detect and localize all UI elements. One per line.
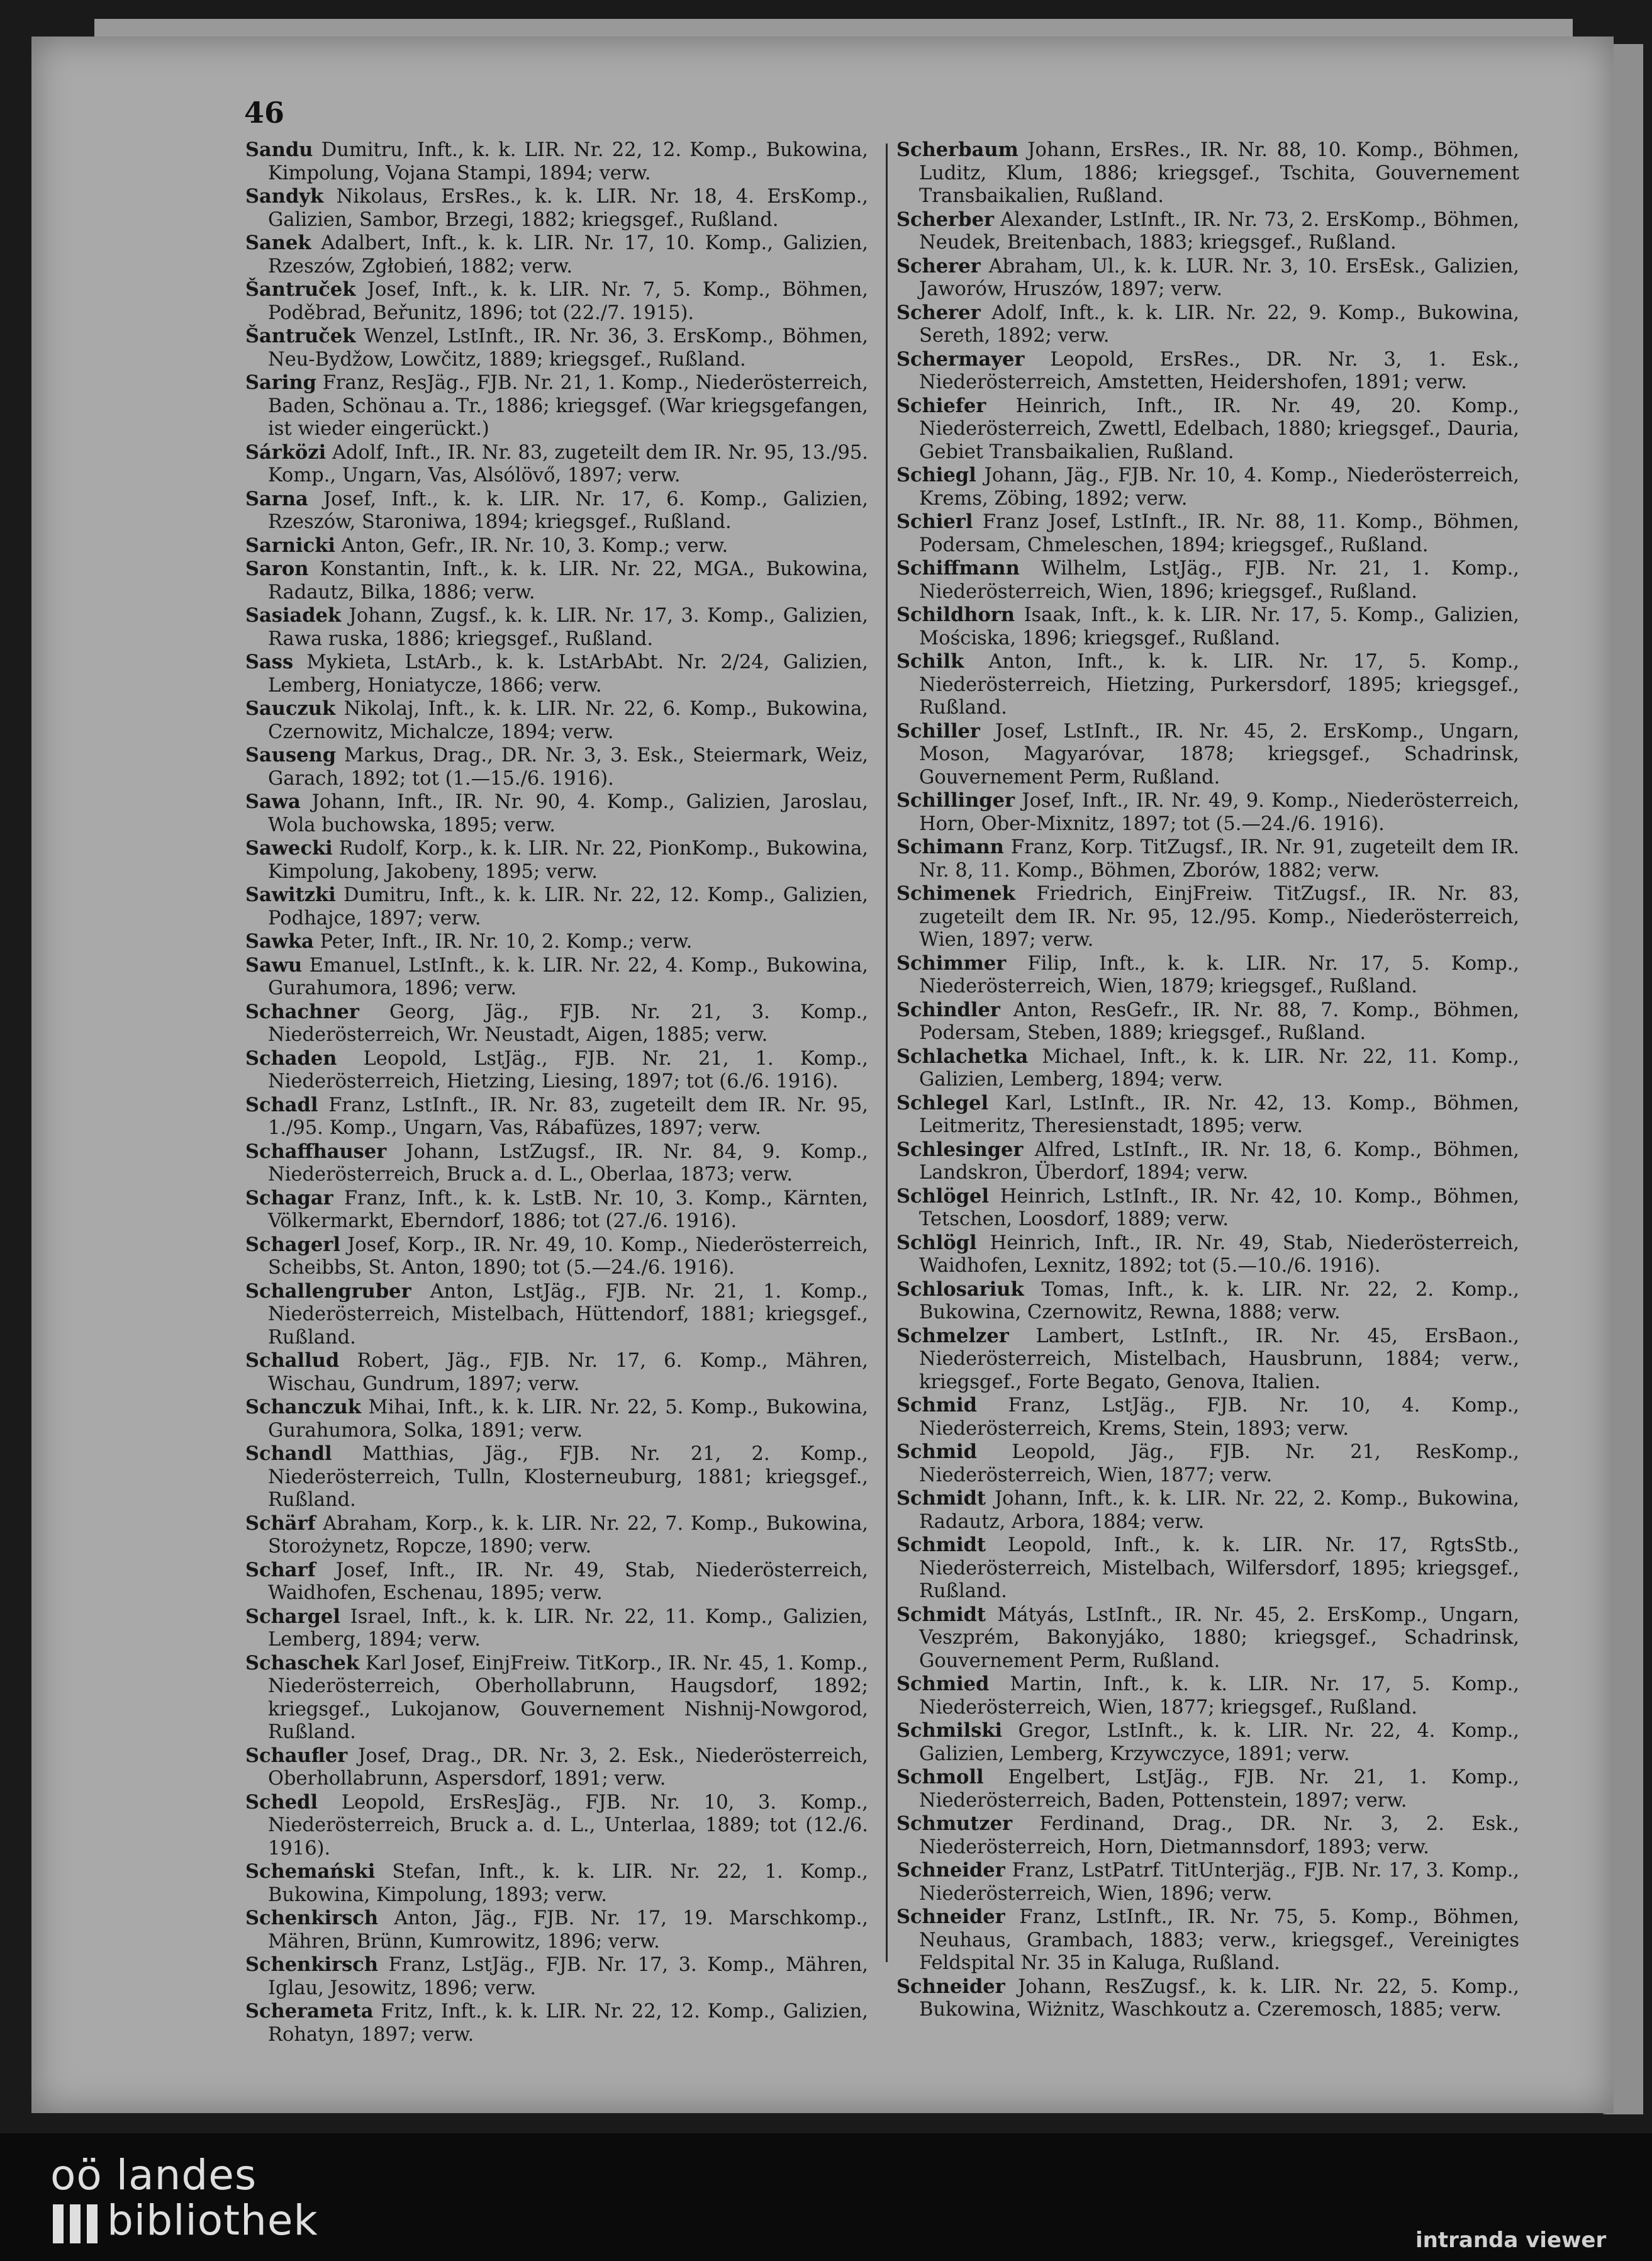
entry-details: Anton, Inft., k. k. LIR. Nr. 17, 5. Komp., Niederösterreich, Hietzing, Purkersdorf, 1895; kriegsgef., Rußland. <box>919 651 1519 719</box>
entry-details: Gregor, LstInft., k. k. LIR. Nr. 22, 4. Komp., Galizien, Lemberg, Krzywczyce, 1891; verw. <box>919 1720 1519 1765</box>
directory-entry <box>245 604 868 651</box>
entry-surname: Sauseng <box>245 744 337 766</box>
entry-details: Tomas, Inft., k. k. LIR. Nr. 22, 2. Komp., Bukowina, Czernowitz, Rewna, 1888; verw. <box>919 1278 1519 1323</box>
entry-details: Karl Josef, EinjFreiw. TitKorp., IR. Nr. 45, 1. Komp., Niederösterreich, Oberhollabrunn, Haugsdorf, 1892; kriegsgef., Lukojanow, Gouvernement Nishnij-Nowgorod, Rußland. <box>268 1652 868 1743</box>
directory-entry <box>245 1907 868 1953</box>
entry-surname: Scherber <box>896 208 995 231</box>
entry-details: Georg, Jäg., FJB. Nr. 21, 3. Komp., Niederösterreich, Wr. Neustadt, Aigen, 1885; verw. <box>268 1001 868 1046</box>
library-logo-line2: bibliothek <box>107 2196 318 2245</box>
directory-entry <box>896 138 1519 208</box>
entry-surname: Schagar <box>245 1186 333 1209</box>
directory-entry <box>245 278 868 325</box>
directory-entry <box>896 1534 1519 1603</box>
directory-entry <box>896 1231 1519 1278</box>
entry-details: Leopold, LstJäg., FJB. Nr. 21, 1. Komp., Niederösterreich, Hietzing, Liesing, 1897; tot (6./6. 1916). <box>268 1047 868 1092</box>
entry-surname: Schneider <box>896 1975 1005 1998</box>
page-number: 46 <box>244 96 285 130</box>
directory-entry <box>245 837 868 884</box>
entry-surname: Schlosariuk <box>896 1277 1024 1301</box>
entry-surname: Schenkirsch <box>245 1907 379 1929</box>
entry-details: Josef, Drag., DR. Nr. 3, 2. Esk., Niederösterreich, Oberhollabrunn, Aspersdorf, 1891; verw. <box>268 1744 868 1790</box>
directory-entry <box>896 255 1519 301</box>
directory-entry <box>896 1045 1519 1092</box>
entry-details: Wilhelm, LstJäg., FJB. Nr. 21, 1. Komp., Niederösterreich, Wien, 1896; kriegsgef., Rußland. <box>919 558 1519 603</box>
entry-details: Fritz, Inft., k. k. LIR. Nr. 22, 12. Komp., Galizien, Rohatyn, 1897; verw. <box>268 2000 868 2046</box>
entry-surname: Schmoll <box>896 1766 984 1788</box>
entry-details: Robert, Jäg., FJB. Nr. 17, 6. Komp., Mähren, Wischau, Gundrum, 1897; verw. <box>268 1350 868 1395</box>
entry-surname: Schmidt <box>896 1603 986 1626</box>
directory-entry <box>245 1001 868 1047</box>
right-column <box>896 138 1519 2022</box>
entry-surname: Schimenek <box>896 882 1015 905</box>
column-divider <box>886 143 888 1962</box>
entry-surname: Scherbaum <box>896 138 1019 161</box>
entry-surname: Schmid <box>896 1440 977 1463</box>
entry-surname: Schildhorn <box>896 603 1015 626</box>
directory-entry <box>245 325 868 371</box>
entry-details: Mihai, Inft., k. k. LIR. Nr. 22, 5. Komp., Bukowina, Gurahumora, Solka, 1891; verw. <box>268 1396 868 1442</box>
entry-surname: Schaden <box>245 1046 337 1070</box>
entry-details: Josef, Inft., IR. Nr. 49, 9. Komp., Niederösterreich, Horn, Ober-Mixnitz, 1897; tot (5.—24./6. 1916). <box>919 790 1520 835</box>
directory-entry <box>896 557 1519 603</box>
entry-details: Martin, Inft., k. k. LIR. Nr. 17, 5. Komp., Niederösterreich, Wien, 1877; kriegsgef., Rußland. <box>919 1673 1519 1719</box>
entry-details: Abraham, Korp., k. k. LIR. Nr. 22, 7. Komp., Bukowina, Storożynetz, Ropcze, 1890; verw. <box>268 1512 868 1557</box>
directory-entry <box>245 488 868 534</box>
directory-entry <box>245 1396 868 1442</box>
directory-entry <box>245 441 868 488</box>
directory-entry <box>896 348 1519 395</box>
directory-entry <box>245 1860 868 1907</box>
directory-entry <box>896 1185 1519 1231</box>
entry-details: Dumitru, Inft., k. k. LIR. Nr. 22, 12. Komp., Bukowina, Kimpolung, Vojana Stampi, 1894; verw. <box>268 139 868 184</box>
directory-entry <box>245 1512 868 1559</box>
entry-details: Stefan, Inft., k. k. LIR. Nr. 22, 1. Komp., Bukowina, Kimpolung, 1893; verw. <box>268 1861 868 1906</box>
directory-entry <box>896 603 1519 650</box>
directory-entry <box>896 208 1519 255</box>
entry-surname: Saring <box>245 371 316 394</box>
entry-details: Michael, Inft., k. k. LIR. Nr. 22, 11. Komp., Galizien, Lemberg, 1894; verw. <box>919 1045 1519 1091</box>
entry-details: Franz, ResJäg., FJB. Nr. 21, 1. Komp., Niederösterreich, Baden, Schönau a. Tr., 1886; kriegsgef. (War kriegsgefangen, ist wieder eingerückt.) <box>268 372 868 440</box>
entry-surname: Schanczuk <box>245 1396 361 1418</box>
directory-entry <box>245 744 868 790</box>
directory-entry <box>245 138 868 185</box>
entry-surname: Schiffmann <box>896 557 1020 580</box>
entry-surname: Sawa <box>245 790 301 813</box>
entry-details: Peter, Inft., IR. Nr. 10, 2. Komp.; verw. <box>320 931 693 953</box>
entry-surname: Schlögl <box>896 1231 977 1254</box>
entry-surname: Schmutzer <box>896 1812 1013 1835</box>
directory-entry <box>245 1791 868 1861</box>
directory-entry <box>245 790 868 837</box>
directory-entry <box>896 1325 1519 1394</box>
entry-surname: Schimann <box>896 836 1004 858</box>
entry-surname: Schindler <box>896 998 1000 1021</box>
directory-entry <box>896 952 1519 999</box>
entry-details: Johann, ResZugsf., k. k. LIR. Nr. 22, 5. Komp., Bukowina, Wiżnitz, Waschkoutz a. Czeremosch, 1885; verw. <box>919 1975 1519 2021</box>
entry-surname: Sawitzki <box>245 884 336 906</box>
entry-surname: Schmidt <box>896 1534 986 1556</box>
entry-surname: Sasiadek <box>245 604 342 627</box>
directory-entry <box>245 1047 868 1094</box>
entry-surname: Sawu <box>245 953 303 977</box>
directory-entry <box>896 1673 1519 1719</box>
entry-details: Emanuel, LstInft., k. k. LIR. Nr. 22, 4. Komp., Bukowina, Gurahumora, 1896; verw. <box>268 954 868 999</box>
directory-entry <box>896 1812 1519 1859</box>
entry-surname: Schilk <box>896 650 964 673</box>
entry-surname: Schmelzer <box>896 1324 1009 1347</box>
entry-surname: Schiefer <box>896 394 986 417</box>
entry-details: Isaak, Inft., k. k. LIR. Nr. 17, 5. Komp., Galizien, Mościska, 1896; kriegsgef., Rußland. <box>919 604 1519 649</box>
directory-entry <box>245 185 868 232</box>
directory-entry <box>896 1719 1519 1766</box>
directory-entry <box>896 510 1519 557</box>
directory-entry <box>245 534 868 558</box>
entry-details: Adolf, Inft., k. k. LIR. Nr. 22, 9. Komp., Bukowina, Sereth, 1892; verw. <box>919 301 1519 347</box>
entry-details: Karl, LstInft., IR. Nr. 42, 13. Komp., Böhmen, Leitmeritz, Theresienstadt, 1895; verw. <box>919 1092 1519 1137</box>
entry-details: Franz, LstJäg., FJB. Nr. 17, 3. Komp., Mähren, Iglau, Jesowitz, 1896; verw. <box>268 1954 868 1999</box>
entry-surname: Schlesinger <box>896 1138 1024 1161</box>
directory-entry <box>896 1905 1519 1975</box>
entry-details: Anton, Jäg., FJB. Nr. 17, 19. Marschkomp., Mähren, Brünn, Kumrowitz, 1896; verw. <box>268 1907 868 1953</box>
entry-details: Nikolaus, ErsRes., k. k. LIR. Nr. 18, 4. ErsKomp., Galizien, Sambor, Brzegi, 1882; kriegsgef., Rußland. <box>268 186 868 231</box>
directory-entry <box>896 1603 1519 1673</box>
entry-details: Johann, Zugsf., k. k. LIR. Nr. 17, 3. Komp., Galizien, Rawa ruska, 1886; kriegsgef., Rußland. <box>268 605 868 650</box>
entry-details: Heinrich, Inft., IR. Nr. 49, 20. Komp., Niederösterreich, Zwettl, Edelbach, 1880; kriegsgef., Dauria, Gebiet Transbaikalien, Rußland. <box>919 395 1519 463</box>
entry-surname: Scherer <box>896 254 981 278</box>
directory-entry <box>245 1280 868 1350</box>
entry-surname: Schlögel <box>896 1184 990 1208</box>
entry-surname: Schenkirsch <box>245 1953 379 1976</box>
entry-surname: Schillinger <box>896 789 1015 812</box>
directory-entry <box>896 720 1519 790</box>
entry-details: Matthias, Jäg., FJB. Nr. 21, 2. Komp., Niederösterreich, Tulln, Klosterneuburg, 1881; kriegsgef., Rußland. <box>268 1443 868 1511</box>
entry-details: Wenzel, LstInft., IR. Nr. 36, 3. ErsKomp., Böhmen, Neu-Bydžow, Lowčitz, 1889; kriegsgef., Rußland. <box>268 325 868 371</box>
entry-details: Konstantin, Inft., k. k. LIR. Nr. 22, MGA., Bukowina, Radautz, Bilka, 1886; verw. <box>268 558 868 603</box>
entry-surname: Schaufler <box>245 1744 348 1767</box>
entry-details: Josef, Inft., k. k. LIR. Nr. 17, 6. Komp., Galizien, Rzeszów, Staroniwa, 1894; kriegsgef., Rußland. <box>268 488 868 533</box>
entry-surname: Schneider <box>896 1905 1005 1928</box>
entry-details: Leopold, Inft., k. k. LIR. Nr. 17, RgtsStb., Niederösterreich, Mistelbach, Wilfersdorf, 1895; kriegsgef., Rußland. <box>919 1534 1519 1602</box>
entry-details: Leopold, ErsResJäg., FJB. Nr. 10, 3. Komp., Niederösterreich, Bruck a. d. L., Unterlaa, 1889; tot (12./6. 1916). <box>268 1791 868 1860</box>
entry-details: Franz, Inft., k. k. LstB. Nr. 10, 3. Komp., Kärnten, Völkermarkt, Eberndorf, 1886; tot (27./6. 1916). <box>268 1187 868 1232</box>
entry-surname: Sarna <box>245 487 308 510</box>
entry-surname: Sanek <box>245 232 311 254</box>
directory-entry <box>245 2000 868 2046</box>
entry-details: Israel, Inft., k. k. LIR. Nr. 22, 11. Komp., Galizien, Lemberg, 1894; verw. <box>268 1605 868 1651</box>
viewer-brand-label: intranda viewer <box>1415 2228 1607 2253</box>
entry-surname: Scherer <box>896 301 981 324</box>
directory-entry <box>896 1394 1519 1440</box>
entry-details: Franz Josef, LstInft., IR. Nr. 88, 11. Komp., Böhmen, Podersam, Chmeleschen, 1894; kriegsgef., Rußland. <box>919 511 1519 556</box>
entry-details: Alfred, LstInft., IR. Nr. 18, 6. Komp., Böhmen, Landskron, Überdorf, 1894; verw. <box>919 1138 1519 1184</box>
entry-details: Josef, Korp., IR. Nr. 49, 10. Komp., Niederösterreich, Scheibbs, St. Anton, 1890; tot (5.—24./6. 1916). <box>268 1233 868 1279</box>
library-logo-icon <box>53 2204 101 2243</box>
entry-surname: Schlachetka <box>896 1045 1029 1068</box>
directory-entry <box>896 1975 1519 2022</box>
entry-surname: Schierl <box>896 510 973 533</box>
entry-details: Engelbert, LstJäg., FJB. Nr. 21, 1. Komp., Niederösterreich, Baden, Pottenstein, 1897; verw. <box>919 1766 1519 1812</box>
entry-details: Ferdinand, Drag., DR. Nr. 3, 2. Esk., Niederösterreich, Horn, Dietmannsdorf, 1893; verw. <box>919 1813 1519 1858</box>
directory-entry <box>245 954 868 1001</box>
entry-surname: Sauczuk <box>245 697 336 720</box>
entry-surname: Schadl <box>245 1093 318 1116</box>
entry-details: Johann, LstZugsf., IR. Nr. 84, 9. Komp., Niederösterreich, Bruck a. d. L., Oberlaa, 1873; verw. <box>268 1140 868 1186</box>
entry-details: Heinrich, Inft., IR. Nr. 49, Stab, Niederösterreich, Waidhofen, Lexnitz, 1892; tot (5.—10./6. 1916). <box>919 1231 1519 1277</box>
entry-details: Adalbert, Inft., k. k. LIR. Nr. 17, 10. Komp., Galizien, Rzeszów, Zgłobień, 1882; verw. <box>268 232 868 278</box>
directory-entry <box>896 836 1519 882</box>
entry-details: Lambert, LstInft., IR. Nr. 45, ErsBaon., Niederösterreich, Mistelbach, Hausbrunn, 1884; verw., kriegsgef., Forte Begato, Genova, Italien. <box>919 1325 1520 1393</box>
entry-details: Franz, LstInft., IR. Nr. 83, zugeteilt dem IR. Nr. 95, 1./95. Komp., Ungarn, Vas, Rábafüzes, 1897; verw. <box>268 1094 868 1139</box>
directory-entry <box>896 1766 1519 1812</box>
directory-entry <box>896 789 1519 836</box>
entry-details: Franz, LstJäg., FJB. Nr. 10, 4. Komp., Niederösterreich, Krems, Stein, 1893; verw. <box>919 1394 1519 1440</box>
directory-entry <box>896 301 1519 348</box>
entry-surname: Schiller <box>896 719 981 743</box>
entry-surname: Schmid <box>896 1394 977 1417</box>
entry-surname: Schlegel <box>896 1091 989 1114</box>
entry-surname: Schaffhauser <box>245 1140 387 1163</box>
directory-entry <box>245 1559 868 1605</box>
entry-details: Heinrich, LstInft., IR. Nr. 42, 10. Komp., Böhmen, Tetschen, Loosdorf, 1889; verw. <box>919 1185 1519 1230</box>
directory-entry <box>245 1349 868 1396</box>
directory-entry <box>896 1859 1519 1905</box>
directory-entry <box>245 371 868 441</box>
entry-surname: Schimmer <box>896 951 1007 975</box>
directory-entry <box>245 232 868 278</box>
entry-details: Dumitru, Inft., k. k. LIR. Nr. 22, 12. Komp., Galizien, Podhajce, 1897; verw. <box>268 884 868 929</box>
entry-details: Anton, LstJäg., FJB. Nr. 21, 1. Komp., Niederösterreich, Mistelbach, Hüttendorf, 1881; kriegsgef., Rußland. <box>268 1280 868 1349</box>
directory-entry <box>245 651 868 697</box>
entry-surname: Schemański <box>245 1860 376 1883</box>
directory-entry <box>896 464 1519 510</box>
directory-entry <box>245 1953 868 2000</box>
entry-details: Josef, Inft., k. k. LIR. Nr. 7, 5. Komp., Böhmen, Poděbrad, Beřunitz, 1896; tot (22./7. 1915). <box>268 279 868 324</box>
entry-surname: Schagerl <box>245 1233 340 1256</box>
directory-entry <box>896 1487 1519 1534</box>
entry-surname: Sawka <box>245 930 314 953</box>
entry-surname: Schallengruber <box>245 1279 411 1303</box>
entry-surname: Scharf <box>245 1558 316 1581</box>
entry-surname: Saron <box>245 558 309 580</box>
directory-entry <box>245 1233 868 1280</box>
directory-entry <box>896 1278 1519 1325</box>
entry-surname: Schmilski <box>896 1719 1003 1742</box>
entry-details: Anton, Gefr., IR. Nr. 10, 3. Komp.; verw. <box>341 534 728 557</box>
entry-surname: Šantruček <box>245 325 356 347</box>
entry-surname: Schiegl <box>896 464 976 486</box>
directory-entry <box>245 1094 868 1140</box>
directory-entry <box>245 930 868 954</box>
entry-surname: Schandl <box>245 1442 332 1465</box>
entry-details: Friedrich, EinjFreiw. TitZugsf., IR. Nr. 83, zugeteilt dem IR. Nr. 95, 12./95. Komp., Niederösterreich, Wien, 1897; verw. <box>919 883 1519 951</box>
directory-entry <box>245 697 868 744</box>
entry-details: Nikolaj, Inft., k. k. LIR. Nr. 22, 6. Komp., Bukowina, Czernowitz, Michalcze, 1894; verw. <box>268 698 868 743</box>
entry-surname: Schachner <box>245 1000 359 1023</box>
entry-details: Johann, Inft., IR. Nr. 90, 4. Komp., Galizien, Jaroslau, Wola buchowska, 1895; verw. <box>268 791 868 836</box>
directory-entry <box>245 1744 868 1791</box>
entry-details: Mykieta, LstArb., k. k. LstArbAbt. Nr. 2/24, Galizien, Lemberg, Honiatycze, 1866; verw. <box>268 651 868 697</box>
entry-details: Abraham, Ul., k. k. LUR. Nr. 3, 10. ErsEsk., Galizien, Jaworów, Hruszów, 1897; verw. <box>919 255 1519 300</box>
entry-details: Filip, Inft., k. k. LIR. Nr. 17, 5. Komp., Niederösterreich, Wien, 1879; kriegsgef., Rußland. <box>919 952 1519 997</box>
entry-surname: Sass <box>245 651 294 673</box>
directory-entry <box>896 1440 1519 1487</box>
entry-surname: Schargel <box>245 1605 340 1628</box>
entry-surname: Šantruček <box>245 278 356 301</box>
directory-entry <box>896 1138 1519 1185</box>
directory-entry <box>896 882 1519 952</box>
entry-surname: Schaschek <box>245 1651 359 1675</box>
entry-surname: Sarnicki <box>245 534 335 557</box>
directory-entry <box>245 1140 868 1187</box>
directory-entry <box>245 884 868 930</box>
entry-details: Anton, ResGefr., IR. Nr. 88, 7. Komp., Böhmen, Podersam, Steben, 1889; kriegsgef., Rußland. <box>919 999 1519 1044</box>
directory-entry <box>245 1187 868 1233</box>
entry-surname: Sandu <box>245 138 313 161</box>
entry-details: Mátyás, LstInft., IR. Nr. 45, 2. ErsKomp., Ungarn, Veszprém, Bakonyjáko, 1880; kriegsgef., Schadrinsk, Gouvernement Perm, Rußland. <box>919 1603 1519 1672</box>
directory-entry <box>896 395 1519 464</box>
entry-details: Markus, Drag., DR. Nr. 3, 3. Esk., Steiermark, Weiz, Garach, 1892; tot (1.—15./6. 1916). <box>268 744 868 790</box>
entry-surname: Schmied <box>896 1673 990 1695</box>
left-column <box>245 138 868 2046</box>
entry-details: Leopold, Jäg., FJB. Nr. 21, ResKomp., Niederösterreich, Wien, 1877; verw. <box>919 1441 1519 1486</box>
entry-surname: Schneider <box>896 1859 1005 1882</box>
entry-surname: Sandyk <box>245 185 324 208</box>
directory-entry <box>245 1605 868 1652</box>
entry-details: Rudolf, Korp., k. k. LIR. Nr. 22, PionKomp., Bukowina, Kimpolung, Jakobeny, 1895; verw. <box>268 838 868 883</box>
entry-surname: Sawecki <box>245 837 333 860</box>
directory-entry <box>896 650 1519 720</box>
entry-details: Johann, Inft., k. k. LIR. Nr. 22, 2. Komp., Bukowina, Radautz, Arbora, 1884; verw. <box>919 1488 1520 1533</box>
entry-surname: Schmidt <box>896 1487 986 1510</box>
directory-entry <box>245 1652 868 1744</box>
entry-surname: Schermayer <box>896 347 1025 371</box>
entry-details: Leopold, ErsRes., DR. Nr. 3, 1. Esk., Niederösterreich, Amstetten, Heidershofen, 1891; verw. <box>919 348 1519 393</box>
library-logo-line1: oö landes <box>50 2151 257 2199</box>
entry-details: Josef, LstInft., IR. Nr. 45, 2. ErsKomp., Ungarn, Moson, Magyaróvar, 1878; kriegsgef., Schadrinsk, Gouvernement Perm, Rußland. <box>919 720 1519 788</box>
entry-details: Alexander, LstInft., IR. Nr. 73, 2. ErsKomp., Böhmen, Neudek, Breitenbach, 1883; kriegsgef., Rußland. <box>919 208 1519 254</box>
entry-details: Franz, LstInft., IR. Nr. 75, 5. Komp., Böhmen, Neuhaus, Grambach, 1883; verw., kriegsgef., Vereinigtes Feldspital Nr. 35 in Kaluga, Rußland. <box>919 1906 1519 1974</box>
entry-surname: Schärf <box>245 1512 316 1535</box>
directory-entry <box>245 558 868 604</box>
entry-details: Johann, Jäg., FJB. Nr. 10, 4. Komp., Niederösterreich, Krems, Zöbing, 1892; verw. <box>919 464 1519 510</box>
entry-details: Johann, ErsRes., IR. Nr. 88, 10. Komp., Böhmen, Luditz, Klum, 1886; kriegsgef., Tschita, Gouvernement Transbaikalien, Rußland. <box>919 139 1519 207</box>
directory-entry <box>896 1092 1519 1138</box>
entry-surname: Schedl <box>245 1790 318 1814</box>
directory-entry <box>896 999 1519 1045</box>
entry-surname: Schallud <box>245 1349 340 1372</box>
entry-surname: Sárközi <box>245 440 326 464</box>
entry-details: Josef, Inft., IR. Nr. 49, Stab, Niederösterreich, Waidhofen, Eschenau, 1895; verw. <box>268 1559 868 1604</box>
entry-details: Franz, Korp. TitZugsf., IR. Nr. 91, zugeteilt dem IR. Nr. 8, 11. Komp., Böhmen, Zborów, 1882; verw. <box>919 836 1519 882</box>
entry-details: Adolf, Inft., IR. Nr. 83, zugeteilt dem IR. Nr. 95, 13./95. Komp., Ungarn, Vas, Alsólövő, 1897; verw. <box>268 441 868 486</box>
directory-entry <box>245 1442 868 1512</box>
entry-details: Franz, LstPatrf. TitUnterjäg., FJB. Nr. 17, 3. Komp., Niederösterreich, Wien, 1896; verw. <box>919 1860 1520 1905</box>
entry-surname: Scherameta <box>245 2000 374 2023</box>
